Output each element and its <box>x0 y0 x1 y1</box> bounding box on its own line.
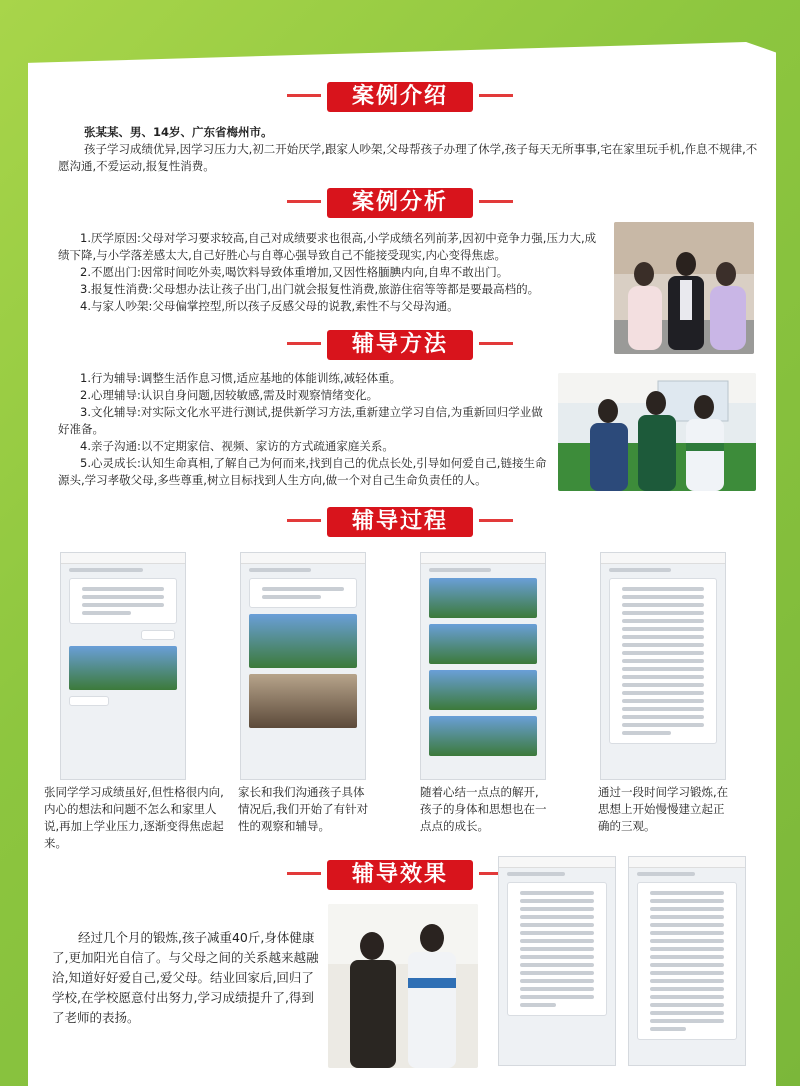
intro-person: 张某某、男、14岁、广东省梅州市。 <box>84 125 273 139</box>
analysis-point-2: 2.不愿出门:因常时间吃外卖,喝饮料导致体重增加,又因性格腼腆内向,自卑不敢出门。 <box>80 265 509 279</box>
process-caption-1: 张同学学习成绩虽好,但性格很内向,内心的想法和问题不怎么和家里人说,再加上学业压力,逐渐变得焦虑起来。 <box>44 785 224 850</box>
chat-screenshot-3 <box>420 552 546 780</box>
method-point-1: 1.行为辅导:调整生活作息习惯,适应基地的体能训练,减轻体重。 <box>80 371 402 385</box>
parent-student-photo <box>328 904 478 1068</box>
method-point-4: 4.亲子沟通:以不定期家信、视频、家访的方式疏通家庭关系。 <box>80 439 394 453</box>
analysis-point-3: 3.报复性消费:父母想办法让孩子出门,出门就会报复性消费,旅游住宿等等都是要最高档的。 <box>80 282 540 296</box>
method-title: 辅导方法 <box>327 330 473 360</box>
method-point-3: 3.文化辅导:对实际文化水平进行测试,提供新学习方法,重新建立学习自信,为重新回归学业做好准备。 <box>58 405 543 436</box>
students-photo <box>558 373 756 491</box>
method-point-5: 5.心灵成长:认知生命真相,了解自己为何而来,找到自己的优点长处,引导如何爱自己,链接生命源头,学习孝敬父母,多些尊重,树立目标找到人生方向,做一个对自己生命负责任的人。 <box>58 456 547 487</box>
analysis-title: 案例分析 <box>327 188 473 218</box>
chat-screenshot-6 <box>628 856 746 1066</box>
effect-description: 经过几个月的锻炼,孩子减重40斤,身体健康了,更加阳光自信了。与父母之间的关系越来越融洽,知道好好爱自己,爱父母。结业回家后,回归了学校,在学校愿意付出努力,学习成绩提升了,得到了老师的表扬。 <box>52 930 319 1025</box>
process-caption-2: 家长和我们沟通孩子具体情况后,我们开始了有针对性的观察和辅导。 <box>238 785 369 833</box>
chat-screenshot-2 <box>240 552 366 780</box>
analysis-text <box>58 230 606 315</box>
chat-screenshot-1 <box>60 552 186 780</box>
effect-title: 辅导效果 <box>327 860 473 890</box>
analysis-point-1: 1.厌学原因:父母对学习要求较高,自己对成绩要求也很高,小学成绩名列前茅,因初中竞争力强,压力大,成绩下降,与小学落差感太大,自己好胜心与自尊心强导致自己不能接受现实,内心变得焦虑。 <box>58 231 597 262</box>
analysis-point-4: 4.与家人吵架:父母偏掌控型,所以孩子反感父母的说教,索性不与父母沟通。 <box>80 299 459 313</box>
chat-screenshot-4 <box>600 552 726 780</box>
intro-description: 孩子学习成绩优异,因学习压力大,初二开始厌学,跟家人吵架,父母帮孩子办理了休学,孩子每天无所事事,宅在家里玩手机,作息不规律,不愿沟通,不爱运动,报复性消费。 <box>58 142 758 173</box>
process-caption-3: 随着心结一点点的解开,孩子的身体和思想也在一点点的成长。 <box>420 785 547 833</box>
intro-title: 案例介绍 <box>327 82 473 112</box>
intro-text <box>58 124 758 175</box>
effect-text <box>52 928 320 1028</box>
method-point-2: 2.心理辅导:认识自身问题,因较敏感,需及时观察情绪变化。 <box>80 388 379 402</box>
chat-screenshot-5 <box>498 856 616 1066</box>
family-photo <box>614 222 754 354</box>
method-text <box>58 370 548 489</box>
process-title: 辅导过程 <box>327 507 473 537</box>
process-caption-4: 通过一段时间学习锻炼,在思想上开始慢慢建立起正确的三观。 <box>598 785 729 833</box>
